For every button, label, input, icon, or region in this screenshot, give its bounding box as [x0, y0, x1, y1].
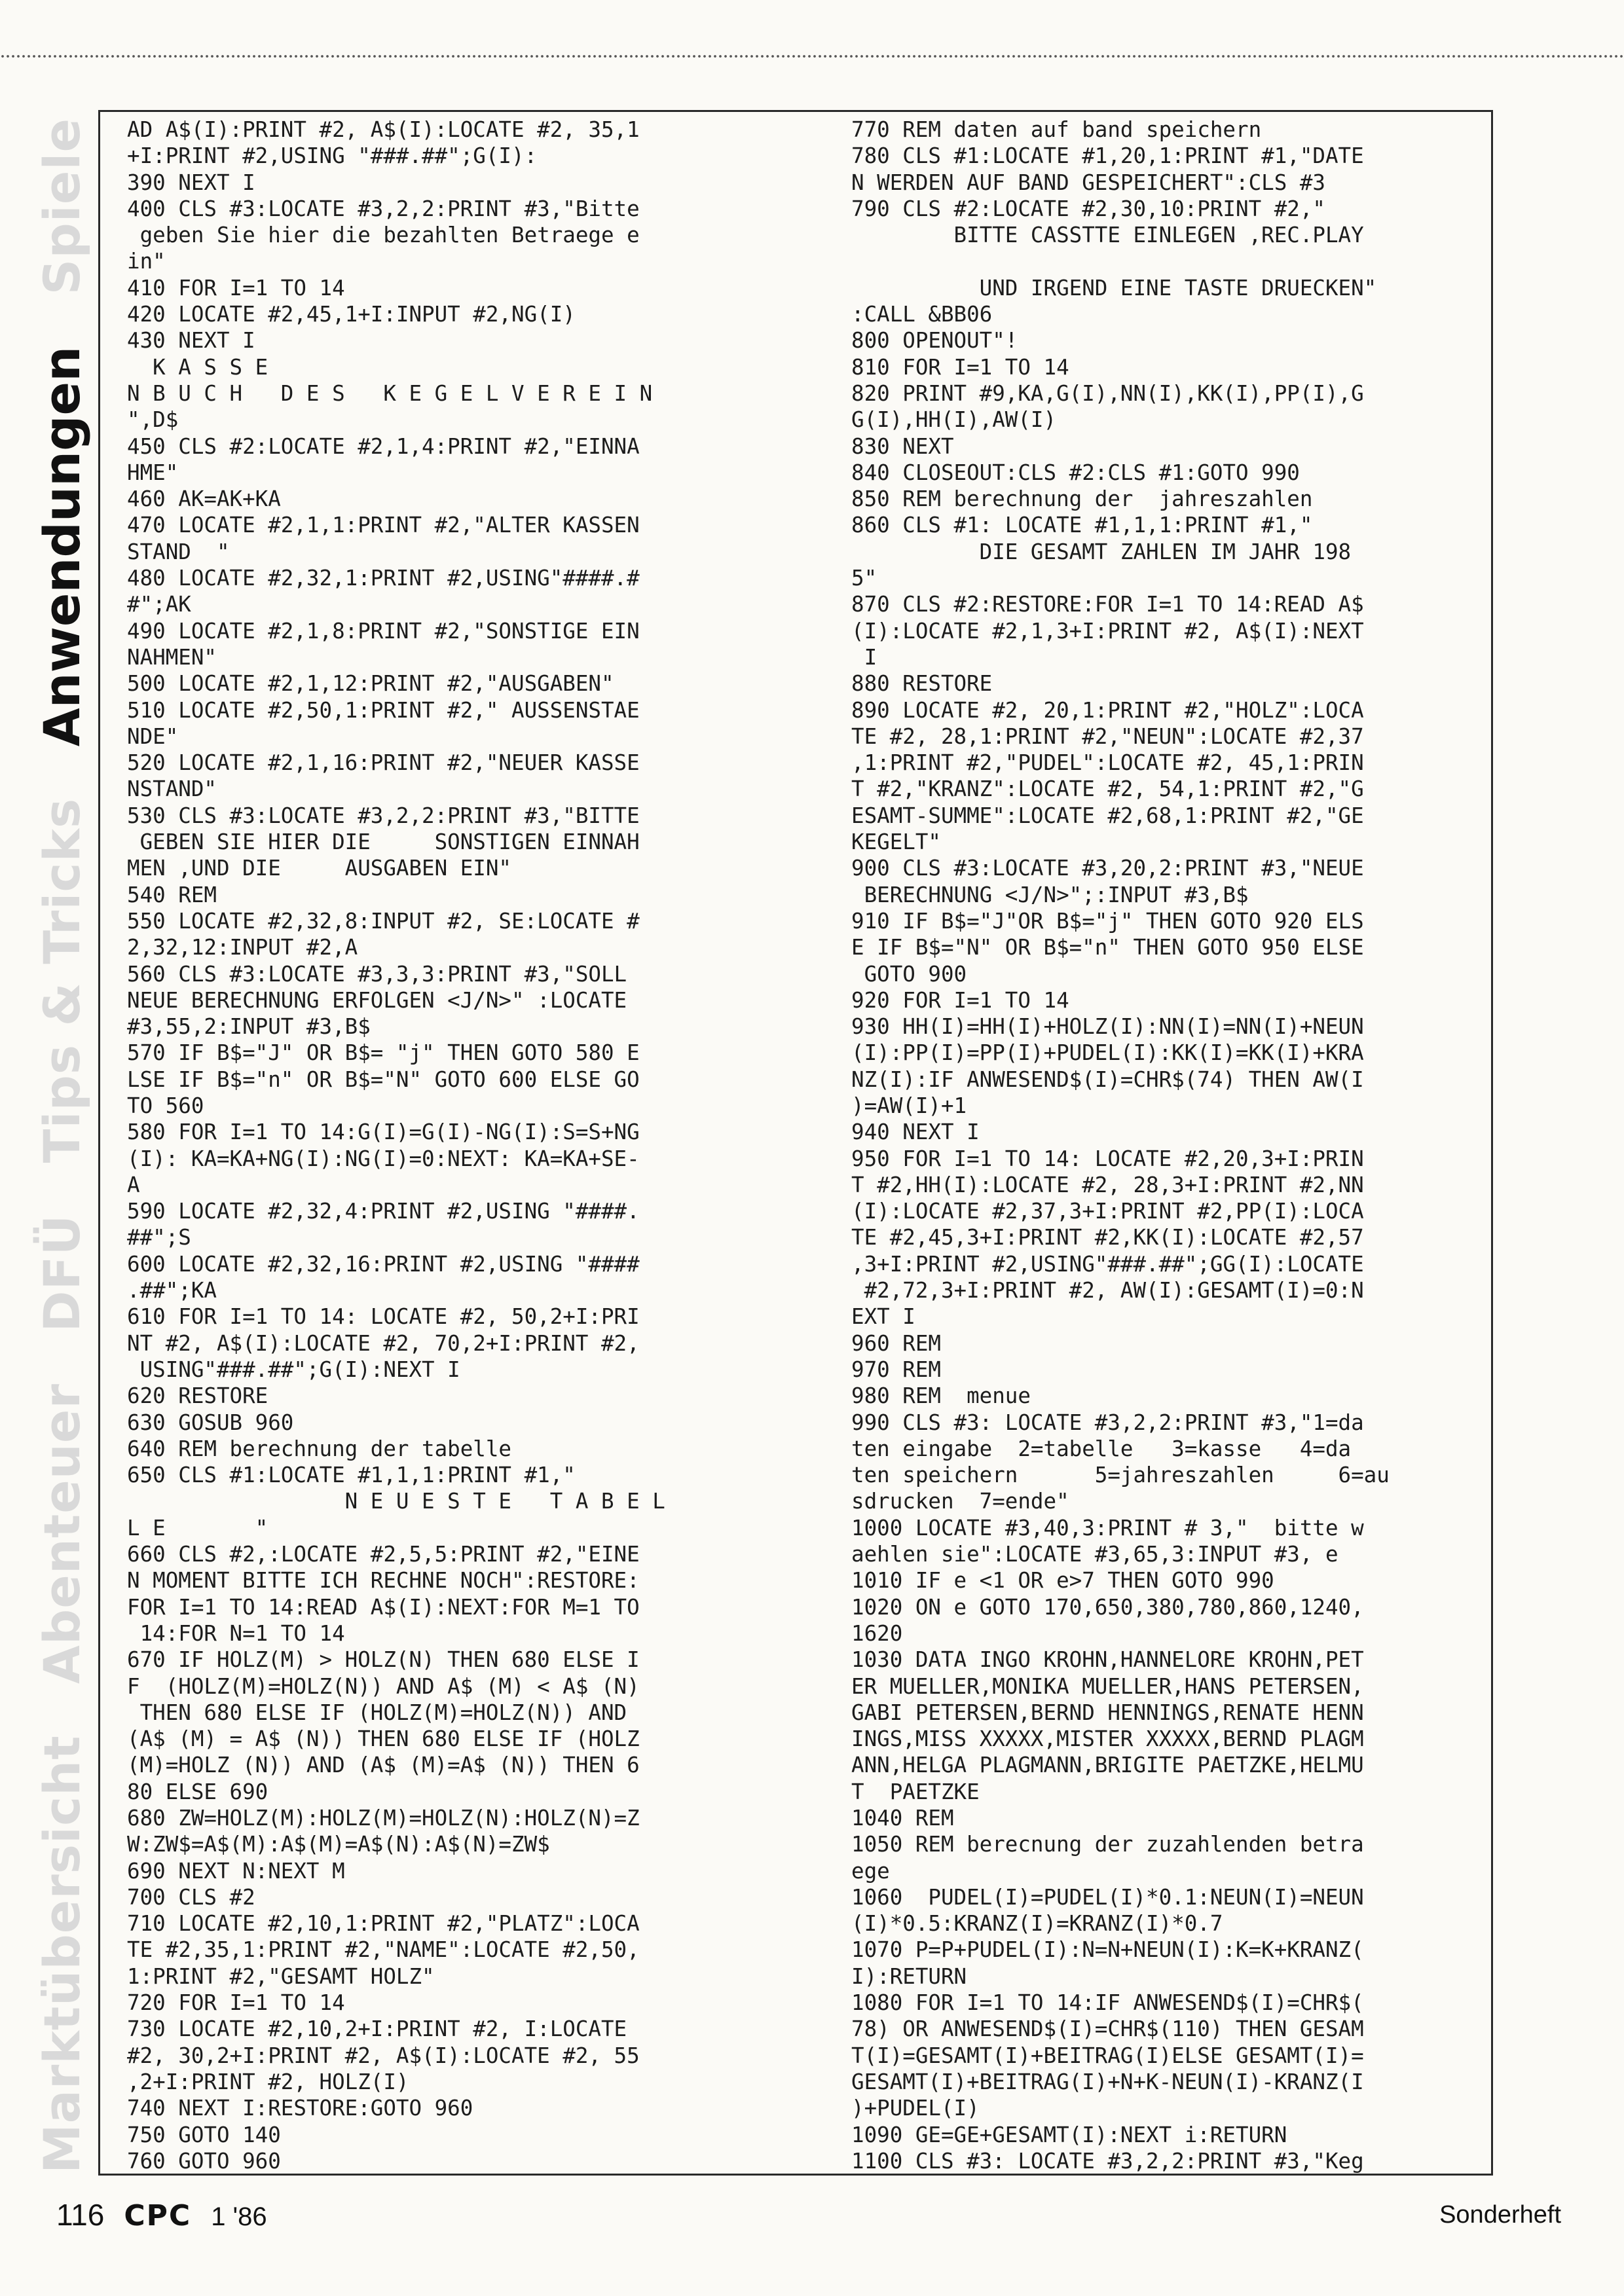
code-line: 780 CLS #1:LOCATE #1,20,1:PRINT #1,"DATE	[851, 143, 1364, 169]
code-line: 890 LOCATE #2, 20,1:PRINT #2,"HOLZ":LOCA	[851, 697, 1364, 723]
code-line: 1620	[851, 1620, 903, 1646]
code-line: 400 CLS #3:LOCATE #3,2,2:PRINT #3,"Bitte	[127, 196, 640, 221]
page-number: 116	[56, 2198, 105, 2232]
code-line: 860 CLS #1: LOCATE #1,1,1:PRINT #1,"	[851, 513, 1313, 538]
code-line: ##";S	[127, 1225, 191, 1250]
code-line: 600 LOCATE #2,32,16:PRINT #2,USING "####	[127, 1251, 640, 1277]
code-line: F (HOLZ(M)=HOLZ(N)) AND A$ (M) < A$ (N)	[127, 1673, 640, 1699]
code-line: 2,32,12:INPUT #2,A	[127, 935, 358, 960]
code-line: 5"	[851, 566, 877, 591]
sidebar-section-active: Anwendungen	[32, 346, 91, 747]
issue-label: 1 '86	[211, 2202, 267, 2231]
code-line: 530 CLS #3:LOCATE #3,2,2:PRINT #3,"BITTE	[127, 803, 640, 828]
code-line: 430 NEXT I	[127, 328, 255, 354]
magazine-name: CPC	[124, 2199, 192, 2232]
code-line: LSE IF B$="n" OR B$="N" GOTO 600 ELSE GO	[127, 1066, 640, 1092]
code-line: 1040 REM	[851, 1806, 954, 1831]
code-line: GABI PETERSEN,BERND HENNINGS,RENATE HENN	[851, 1700, 1364, 1725]
code-line: 540 REM	[127, 882, 217, 907]
code-line: 1070 P=P+PUDEL(I):N=N+NEUN(I):K=K+KRANZ(	[851, 1937, 1364, 1963]
code-line: ten eingabe 2=tabelle 3=kasse 4=da	[851, 1436, 1352, 1461]
code-line: 1:PRINT #2,"GESAMT HOLZ"	[127, 1963, 435, 1989]
code-line: 1000 LOCATE #3,40,3:PRINT # 3," bitte w	[851, 1515, 1364, 1540]
code-line: 520 LOCATE #2,1,16:PRINT #2,"NEUER KASSE	[127, 750, 640, 776]
code-line: ESAMT-SUMME":LOCATE #2,68,1:PRINT #2,"GE	[851, 803, 1364, 828]
code-line: 460 AK=AK+KA	[127, 486, 281, 512]
code-line: 720 FOR I=1 TO 14	[127, 1990, 345, 2016]
code-line: 880 RESTORE	[851, 671, 993, 697]
code-line: +I:PRINT #2,USING "###.##";G(I):	[127, 143, 538, 169]
code-line: N B U C H D E S K E G E L V E R E I N	[127, 380, 653, 406]
code-line: 14:FOR N=1 TO 14	[127, 1620, 345, 1646]
section-sidebar	[22, 118, 101, 2174]
code-line: 680 ZW=HOLZ(M):HOLZ(M)=HOLZ(N):HOLZ(N)=Z	[127, 1806, 640, 1831]
code-line: EXT I	[851, 1304, 915, 1330]
code-line: USING"###.##";G(I):NEXT I	[127, 1357, 460, 1382]
code-line: )+PUDEL(I)	[851, 2096, 980, 2121]
code-line: 980 REM menue	[851, 1383, 1031, 1409]
code-line: 78) OR ANWESEND$(I)=CHR$(110) THEN GESAM	[851, 2016, 1364, 2042]
edition-label: Sonderheft	[1439, 2201, 1561, 2229]
code-line: 990 CLS #3: LOCATE #3,2,2:PRINT #3,"1=da	[851, 1410, 1364, 1435]
code-line: sdrucken 7=ende"	[851, 1489, 1069, 1514]
code-line: NAHMEN"	[127, 644, 217, 670]
code-line: 820 PRINT #9,KA,G(I),NN(I),KK(I),PP(I),G	[851, 380, 1364, 406]
code-line: 740 NEXT I:RESTORE:GOTO 960	[127, 2096, 473, 2121]
code-line: 1060 PUDEL(I)=PUDEL(I)*0.1:NEUN(I)=NEUN	[851, 1884, 1364, 1910]
code-line: TE #2,35,1:PRINT #2,"NAME":LOCATE #2,50,	[127, 1937, 640, 1963]
code-line: T(I)=GESAMT(I)+BEITRAG(I)ELSE GESAMT(I)=	[851, 2043, 1364, 2068]
code-line: 410 FOR I=1 TO 14	[127, 275, 345, 301]
code-line: NT #2, A$(I):LOCATE #2, 70,2+I:PRINT #2,	[127, 1330, 640, 1356]
code-line: 420 LOCATE #2,45,1+I:INPUT #2,NG(I)	[127, 302, 576, 327]
listing-left-column	[127, 117, 665, 2174]
code-line: NSTAND"	[127, 776, 217, 802]
code-line: ten speichern 5=jahreszahlen 6=au	[851, 1463, 1390, 1488]
code-line: 800 OPENOUT"!	[851, 328, 1018, 354]
code-line: 470 LOCATE #2,1,1:PRINT #2,"ALTER KASSEN	[127, 513, 640, 538]
code-line: 700 CLS #2	[127, 1884, 255, 1910]
code-line: 500 LOCATE #2,1,12:PRINT #2,"AUSGABEN"	[127, 671, 614, 697]
code-line: #2, 30,2+I:PRINT #2, A$(I):LOCATE #2, 55	[127, 2043, 640, 2068]
code-line: .##";KA	[127, 1278, 217, 1303]
code-line: 660 CLS #2,:LOCATE #2,5,5:PRINT #2,"EINE	[127, 1542, 640, 1567]
code-line: N MOMENT BITTE ICH RECHNE NOCH":RESTORE:	[127, 1568, 640, 1594]
code-line: 690 NEXT N:NEXT M	[127, 1858, 345, 1884]
code-line: 480 LOCATE #2,32,1:PRINT #2,USING"####.#	[127, 566, 640, 591]
top-dotted-rule	[0, 54, 1624, 64]
code-line: 1080 FOR I=1 TO 14:IF ANWESEND$(I)=CHR$(	[851, 1990, 1364, 2016]
code-line: A	[127, 1172, 140, 1197]
code-line: HME"	[127, 460, 179, 485]
code-line: 760 GOTO 960	[127, 2148, 281, 2174]
code-line: L E "	[127, 1515, 268, 1540]
code-line: UND IRGEND EINE TASTE DRUECKEN"	[851, 275, 1377, 301]
code-line: aehlen sie":LOCATE #3,65,3:INPUT #3, e	[851, 1542, 1338, 1567]
code-line: I	[851, 644, 877, 670]
code-line: THEN 680 ELSE IF (HOLZ(M)=HOLZ(N)) AND	[127, 1700, 627, 1725]
code-line: 640 REM berechnung der tabelle	[127, 1436, 511, 1461]
code-line: 920 FOR I=1 TO 14	[851, 987, 1069, 1013]
code-line: 870 CLS #2:RESTORE:FOR I=1 TO 14:READ A$	[851, 592, 1364, 617]
code-line: 730 LOCATE #2,10,2+I:PRINT #2, I:LOCATE	[127, 2016, 627, 2042]
code-line: (I)*0.5:KRANZ(I)=KRANZ(I)*0.7	[851, 1911, 1223, 1937]
sidebar-section-inactive: Spiele	[32, 118, 91, 295]
code-line: TE #2, 28,1:PRINT #2,"NEUN":LOCATE #2,37	[851, 723, 1364, 749]
code-line: 910 IF B$="J"OR B$="j" THEN GOTO 920 ELS	[851, 908, 1364, 934]
code-line: 850 REM berechnung der jahreszahlen	[851, 486, 1313, 512]
code-line: STAND "	[127, 539, 230, 564]
code-line: W:ZW$=A$(M):A$(M)=A$(N):A$(N)=ZW$	[127, 1832, 550, 1857]
code-line: 950 FOR I=1 TO 14: LOCATE #2,20,3+I:PRIN	[851, 1146, 1364, 1171]
code-line: T #2,HH(I):LOCATE #2, 28,3+I:PRINT #2,NN	[851, 1172, 1364, 1197]
code-line: ER MUELLER,MONIKA MUELLER,HANS PETERSEN,	[851, 1673, 1364, 1699]
code-line: 550 LOCATE #2,32,8:INPUT #2, SE:LOCATE #	[127, 908, 640, 934]
code-line: K A S S E	[127, 354, 268, 380]
code-line: GEBEN SIE HIER DIE SONSTIGEN EINNAH	[127, 829, 640, 855]
code-line: #2,72,3+I:PRINT #2, AW(I):GESAMT(I)=0:N	[851, 1278, 1364, 1303]
code-line: 750 GOTO 140	[127, 2122, 281, 2147]
code-line: INGS,MISS XXXXX,MISTER XXXXX,BERND PLAGM	[851, 1726, 1364, 1752]
code-line: N WERDEN AUF BAND GESPEICHERT":CLS #3	[851, 170, 1325, 195]
sidebar-section-inactive: Marktübersicht	[32, 1735, 91, 2174]
code-line: ,3+I:PRINT #2,USING"###.##";GG(I):LOCATE	[851, 1251, 1364, 1277]
code-line: T PAETZKE	[851, 1779, 980, 1804]
sidebar-section-inactive: DFÜ	[32, 1214, 91, 1332]
code-line: 490 LOCATE #2,1,8:PRINT #2,"SONSTIGE EIN	[127, 618, 640, 644]
code-line: I):RETURN	[851, 1963, 967, 1989]
code-line: ,2+I:PRINT #2, HOLZ(I)	[127, 2069, 409, 2094]
code-line: (I):PP(I)=PP(I)+PUDEL(I):KK(I)=KK(I)+KRA	[851, 1040, 1364, 1066]
code-line: :CALL &BB06	[851, 302, 993, 327]
code-line: geben Sie hier die bezahlten Betraege e	[127, 223, 640, 248]
code-line: 590 LOCATE #2,32,4:PRINT #2,USING "####.	[127, 1199, 640, 1224]
code-line: 840 CLOSEOUT:CLS #2:CLS #1:GOTO 990	[851, 460, 1300, 485]
code-line: 1050 REM berecnung der zuzahlenden betra	[851, 1832, 1364, 1857]
code-line: NDE"	[127, 723, 179, 749]
code-line: G(I),HH(I),AW(I)	[851, 407, 1057, 433]
code-line: TE #2,45,3+I:PRINT #2,KK(I):LOCATE #2,57	[851, 1225, 1364, 1250]
sidebar-section-inactive: Tips & Tricks	[32, 797, 91, 1163]
code-line	[851, 248, 1390, 274]
code-line: GOTO 900	[851, 961, 967, 987]
listing-right-column	[851, 117, 1390, 2174]
code-line: MEN ,UND DIE AUSGABEN EIN"	[127, 856, 511, 881]
code-line: 930 HH(I)=HH(I)+HOLZ(I):NN(I)=NN(I)+NEUN	[851, 1014, 1364, 1040]
code-line: 650 CLS #1:LOCATE #1,1,1:PRINT #1,"	[127, 1463, 576, 1488]
code-line: 450 CLS #2:LOCATE #2,1,4:PRINT #2,"EINNA	[127, 433, 640, 459]
code-line: (I):LOCATE #2,37,3+I:PRINT #2,PP(I):LOCA	[851, 1199, 1364, 1224]
code-line: (I): KA=KA+NG(I):NG(I)=0:NEXT: KA=KA+SE-	[127, 1146, 640, 1171]
code-line: FOR I=1 TO 14:READ A$(I):NEXT:FOR M=1 TO	[127, 1594, 640, 1620]
code-line: KEGELT"	[851, 829, 941, 855]
code-line: 580 FOR I=1 TO 14:G(I)=G(I)-NG(I):S=S+NG	[127, 1120, 640, 1145]
code-line: N E U E S T E T A B E L	[127, 1489, 665, 1514]
code-line: BERECHNUNG <J/N>";:INPUT #3,B$	[851, 882, 1249, 907]
code-line: 960 REM	[851, 1330, 941, 1356]
code-line: E IF B$="N" OR B$="n" THEN GOTO 950 ELSE	[851, 935, 1364, 960]
code-line: 1020 ON e GOTO 170,650,380,780,860,1240,	[851, 1594, 1364, 1620]
code-line: 670 IF HOLZ(M) > HOLZ(N) THEN 680 ELSE I	[127, 1647, 640, 1673]
code-line: AD A$(I):PRINT #2, A$(I):LOCATE #2, 35,1	[127, 117, 640, 142]
code-line: 570 IF B$="J" OR B$= "j" THEN GOTO 580 E	[127, 1040, 640, 1066]
code-line: ANN,HELGA PLAGMANN,BRIGITE PAETZKE,HELMU	[851, 1753, 1364, 1778]
code-line: 560 CLS #3:LOCATE #3,3,3:PRINT #3,"SOLL	[127, 961, 627, 987]
code-line: in"	[127, 249, 166, 274]
code-line: (M)=HOLZ (N)) AND (A$ (M)=A$ (N)) THEN 6	[127, 1753, 640, 1778]
code-line: 80 ELSE 690	[127, 1779, 268, 1804]
code-line: T #2,"KRANZ":LOCATE #2, 54,1:PRINT #2,"G	[851, 776, 1364, 802]
code-line: TO 560	[127, 1093, 204, 1118]
code-line: 390 NEXT I	[127, 170, 255, 195]
page-footer	[56, 2197, 267, 2232]
code-line: 830 NEXT	[851, 433, 954, 459]
code-line: 630 GOSUB 960	[127, 1410, 294, 1435]
code-line: 710 LOCATE #2,10,1:PRINT #2,"PLATZ":LOCA	[127, 1911, 640, 1937]
code-line: 810 FOR I=1 TO 14	[851, 354, 1069, 380]
code-line: 610 FOR I=1 TO 14: LOCATE #2, 50,2+I:PRI	[127, 1304, 640, 1330]
code-line: #3,55,2:INPUT #3,B$	[127, 1014, 371, 1040]
code-line: NZ(I):IF ANWESEND$(I)=CHR$(74) THEN AW(I	[851, 1066, 1364, 1092]
code-line: )=AW(I)+1	[851, 1093, 967, 1118]
code-line: 1090 GE=GE+GESAMT(I):NEXT i:RETURN	[851, 2122, 1287, 2147]
code-line: (A$ (M) = A$ (N)) THEN 680 ELSE IF (HOLZ	[127, 1726, 640, 1752]
code-line: 790 CLS #2:LOCATE #2,30,10:PRINT #2,"	[851, 196, 1325, 221]
section-sidebar-labels	[22, 118, 101, 2174]
code-line: 620 RESTORE	[127, 1383, 268, 1409]
code-line: ege	[851, 1858, 890, 1884]
code-line: DIE GESAMT ZAHLEN IM JAHR 198	[851, 539, 1352, 564]
sidebar-section-inactive: Abenteuer	[32, 1383, 91, 1684]
code-line: 510 LOCATE #2,50,1:PRINT #2," AUSSENSTAE	[127, 697, 640, 723]
code-line: BITTE CASSTTE EINLEGEN ,REC.PLAY	[851, 223, 1364, 248]
code-line: 1100 CLS #3: LOCATE #3,2,2:PRINT #3,"Keg	[851, 2148, 1364, 2174]
code-line: 940 NEXT I	[851, 1120, 980, 1145]
code-line: 970 REM	[851, 1357, 941, 1382]
code-line: 770 REM daten auf band speichern	[851, 117, 1262, 142]
code-line: (I):LOCATE #2,1,3+I:PRINT #2, A$(I):NEXT	[851, 618, 1364, 644]
code-line: 900 CLS #3:LOCATE #3,20,2:PRINT #3,"NEUE	[851, 856, 1364, 881]
code-line: NEUE BERECHNUNG ERFOLGEN <J/N>" :LOCATE	[127, 987, 627, 1013]
code-line: ,1:PRINT #2,"PUDEL":LOCATE #2, 45,1:PRIN	[851, 750, 1364, 776]
code-line: GESAMT(I)+BEITRAG(I)+N+K-NEUN(I)-KRANZ(I	[851, 2069, 1364, 2094]
code-line: 1010 IF e <1 OR e>7 THEN GOTO 990	[851, 1568, 1274, 1594]
code-line: 1030 DATA INGO KROHN,HANNELORE KROHN,PET	[851, 1647, 1364, 1673]
code-line: #";AK	[127, 592, 191, 617]
code-line: ",D$	[127, 407, 179, 433]
